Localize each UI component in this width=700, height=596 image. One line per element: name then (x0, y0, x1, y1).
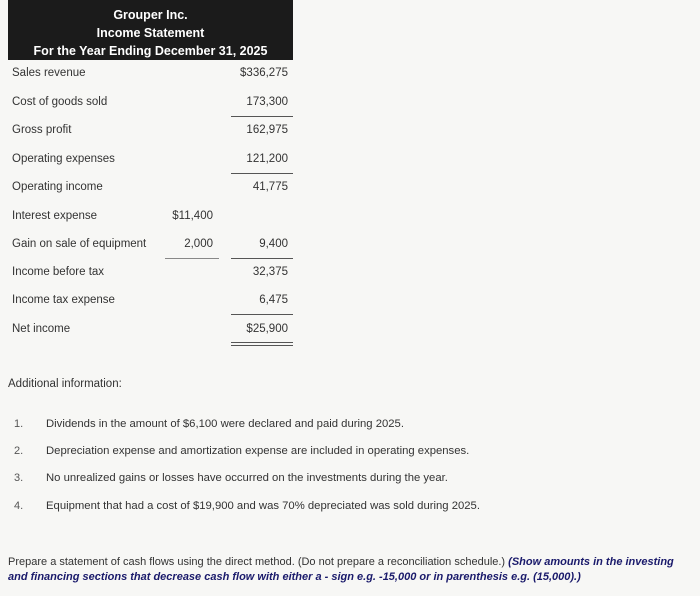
list-text: No unrealized gains or losses have occurred on the investments during the year. (46, 472, 448, 484)
subtotal-rule (231, 173, 293, 174)
row-amount: 162,975 (246, 124, 288, 136)
list-item (0, 418, 700, 436)
subtotal-rule (165, 258, 219, 259)
row-amount: 9,400 (259, 238, 288, 250)
row-amount: $25,900 (246, 323, 288, 335)
row-operating-expenses (0, 153, 700, 173)
list-number: 2. (14, 445, 24, 457)
instructions-main: Prepare a statement of cash flows using the direct method. (Do not prepare a reconciliation schedule.) (8, 556, 509, 568)
row-mid-amount: 2,000 (184, 238, 213, 250)
instructions-emphasis: (Show amounts in the investing and financing sections that decrease cash flow with either a - sign e.g. -15,000 or in parenthesis e.g. (15,000).) (8, 556, 674, 583)
list-text: Dividends in the amount of $6,100 were declared and paid during 2025. (46, 418, 404, 430)
additional-info-heading: Additional information: (8, 378, 122, 390)
statement-period: For the Year Ending December 31, 2025 (33, 44, 268, 58)
row-label: Sales revenue (12, 67, 86, 79)
row-label: Operating expenses (12, 153, 115, 165)
row-amount: 121,200 (246, 153, 288, 165)
row-income-tax (0, 294, 700, 314)
row-gross-profit (0, 124, 700, 144)
row-income-before-tax (0, 266, 700, 286)
double-rule (231, 342, 293, 343)
instructions (8, 555, 694, 585)
row-label: Net income (12, 323, 71, 335)
row-label: Income tax expense (12, 294, 115, 306)
list-item (0, 445, 700, 463)
subtotal-rule (231, 314, 293, 315)
row-label: Operating income (12, 181, 103, 193)
row-amount: 32,375 (252, 266, 288, 278)
statement-title: Income Statement (96, 26, 205, 40)
list-text: Equipment that had a cost of $19,900 and was 70% depreciated was sold during 2025. (46, 500, 480, 512)
row-gain-on-sale (0, 238, 700, 258)
row-amount: 173,300 (246, 96, 288, 108)
subtotal-rule (231, 258, 293, 259)
list-item (0, 500, 700, 518)
row-amount: $336,275 (240, 67, 288, 79)
row-label: Interest expense (12, 210, 98, 222)
list-number: 4. (14, 500, 24, 512)
list-number: 1. (14, 418, 24, 430)
row-amount: 6,475 (259, 294, 288, 306)
row-interest-expense (0, 210, 700, 230)
row-label: Income before tax (12, 266, 105, 278)
subtotal-rule (231, 116, 293, 117)
row-sales-revenue (0, 67, 700, 87)
row-label: Gross profit (12, 124, 72, 136)
double-rule (231, 345, 293, 346)
row-amount: 41,775 (252, 181, 288, 193)
company-name: Grouper Inc. (113, 8, 188, 22)
row-cogs (0, 96, 700, 116)
statement-header (8, 0, 293, 60)
list-text: Depreciation expense and amortization expense are included in operating expenses. (46, 445, 470, 457)
row-mid-amount: $11,400 (172, 210, 213, 222)
list-item (0, 472, 700, 490)
row-net-income (0, 323, 700, 343)
row-label: Gain on sale of equipment (12, 238, 147, 250)
row-operating-income (0, 181, 700, 201)
row-label: Cost of goods sold (12, 96, 108, 108)
list-number: 3. (14, 472, 24, 484)
